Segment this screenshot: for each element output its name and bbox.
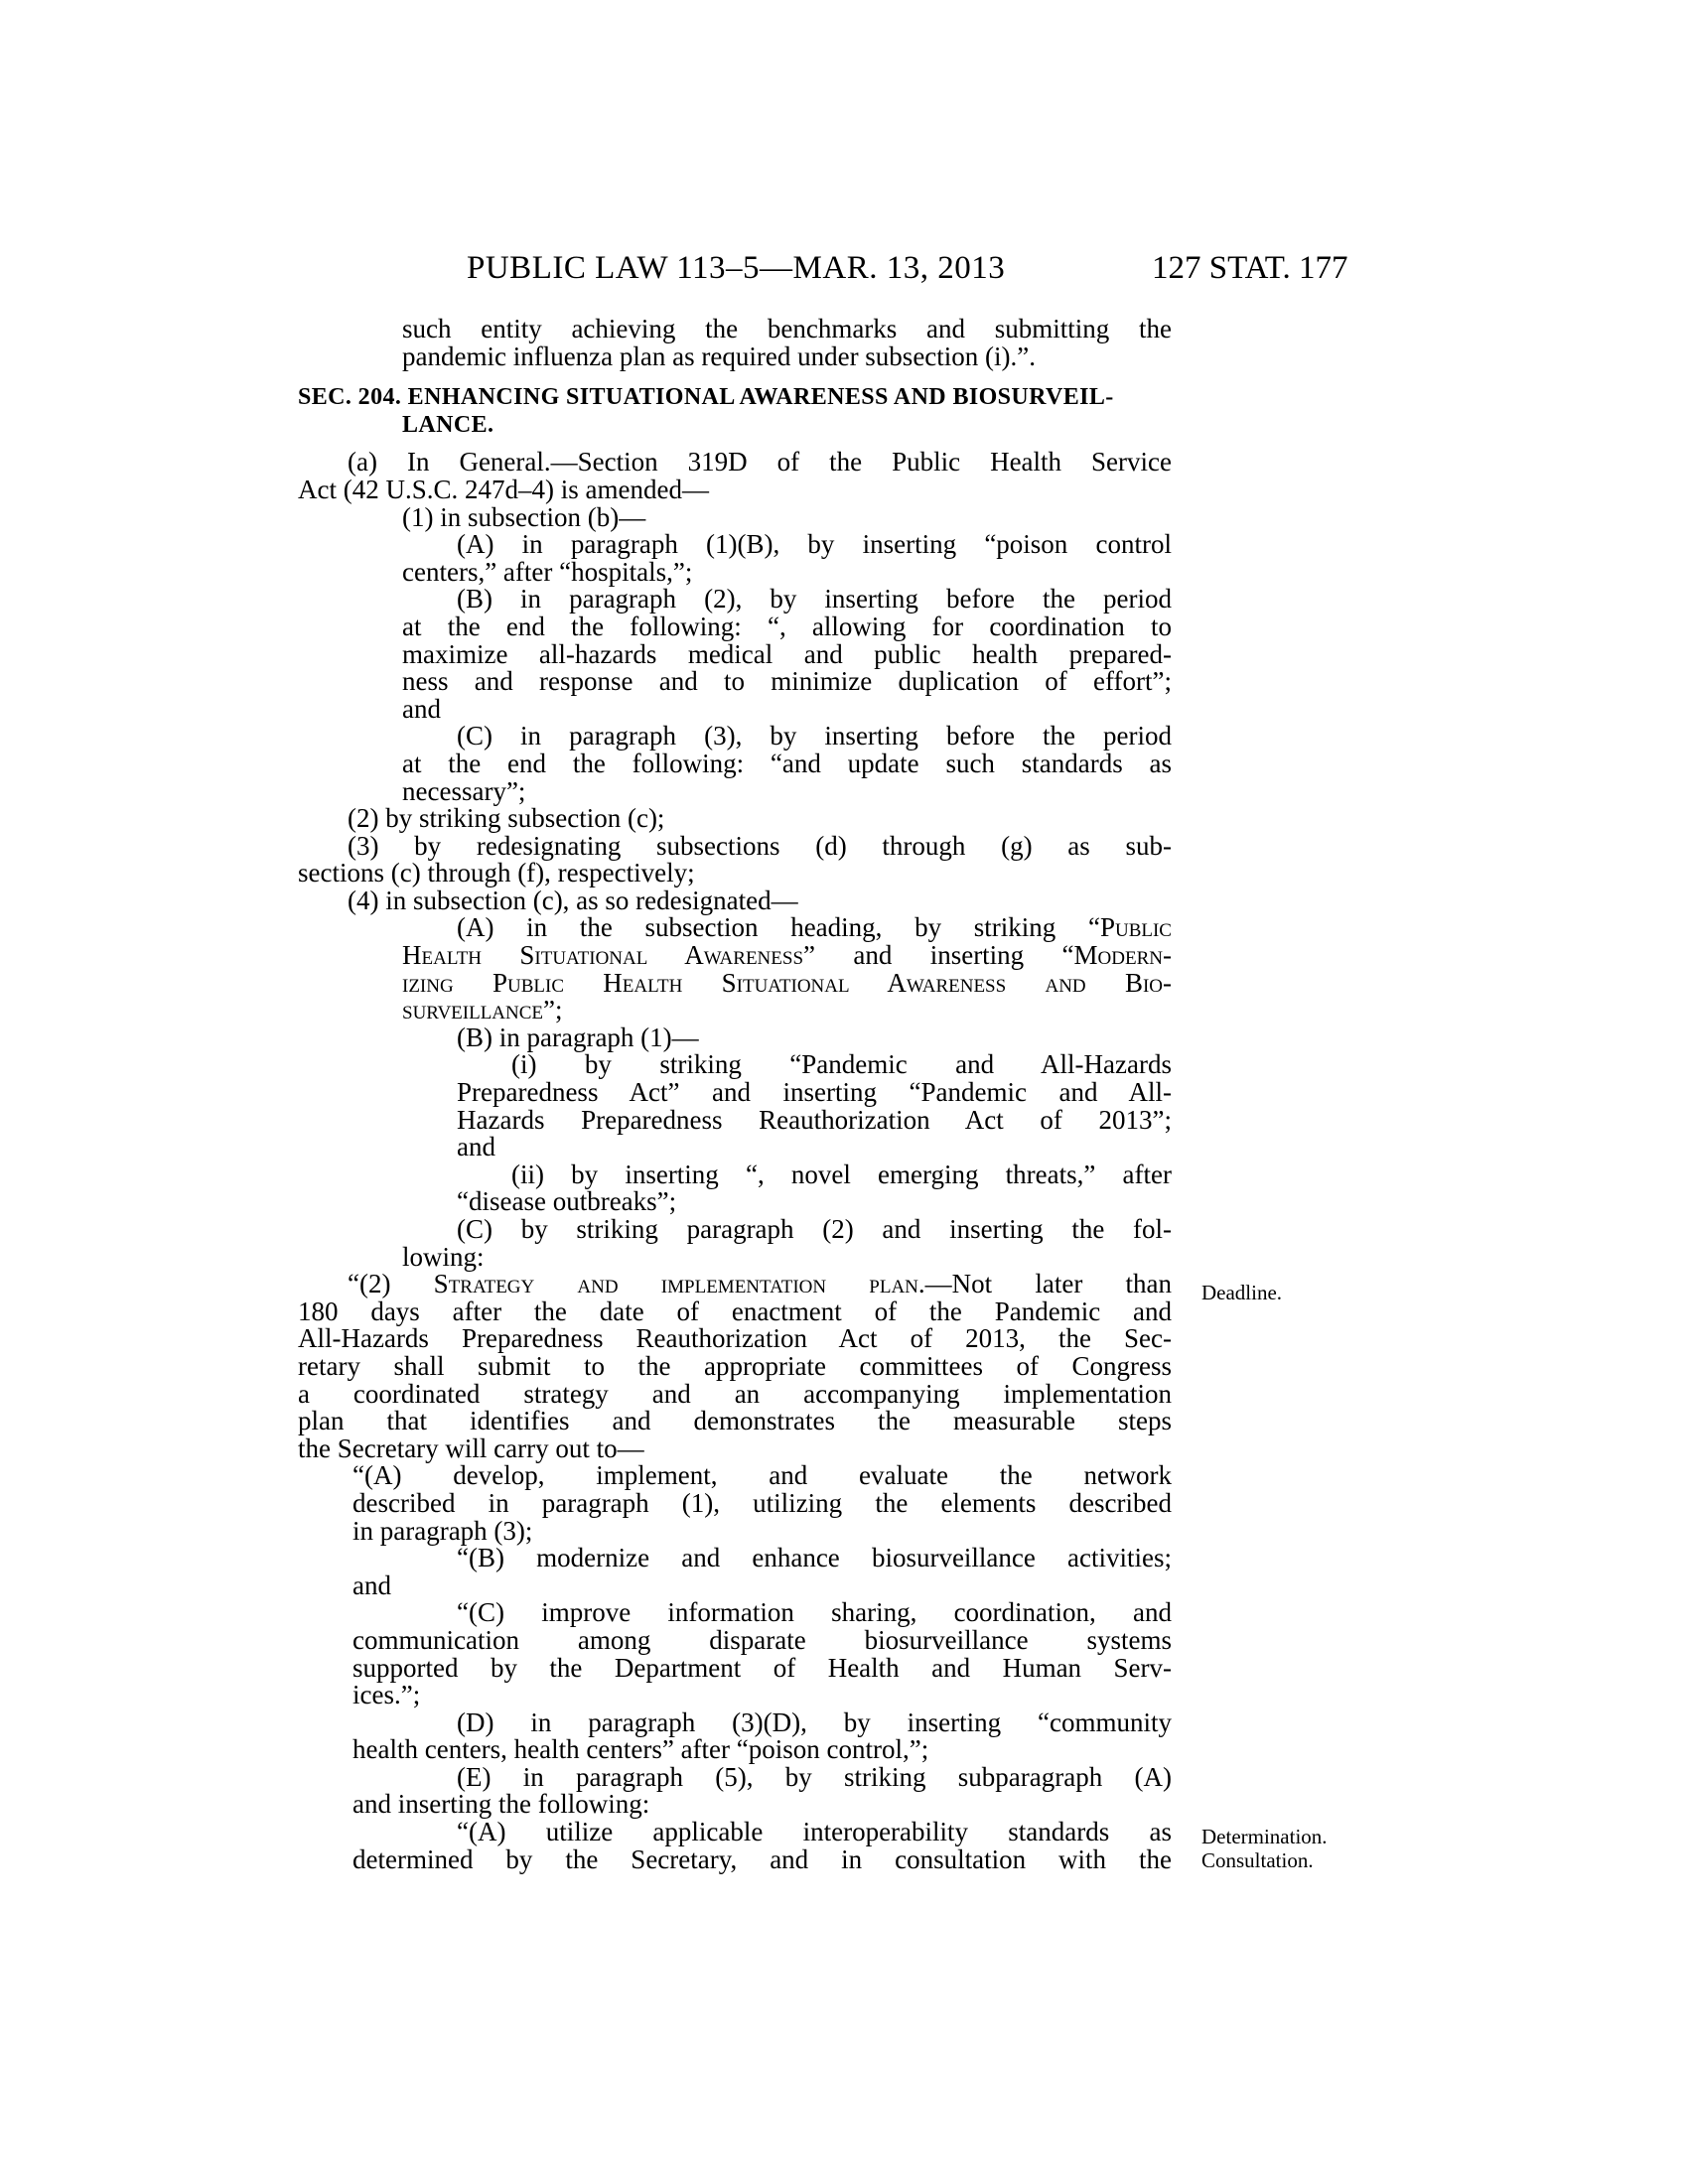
text-line: 180 days after the date of enactment of the Pandemic and (298, 1296, 1172, 1326)
text-line: Preparedness Act” and inserting “Pandemic and All- (457, 1077, 1172, 1108)
text-line: “disease outbreaks”; (457, 1186, 677, 1217)
text-line: Health Situational Awareness” and inserting “Modern- (402, 940, 1172, 971)
text-line: and (402, 693, 441, 724)
small-caps-text: Modern- (1073, 940, 1172, 971)
text-line: (A) in paragraph (1)(B), by inserting “poison control (457, 529, 1172, 560)
text-line: Act (42 U.S.C. 247d–4) is amended— (298, 474, 709, 504)
text-line: (B) in paragraph (2), by inserting before the period (457, 584, 1172, 614)
text-line: necessary”; (402, 775, 526, 806)
text-line: (C) in paragraph (3), by inserting before the period (457, 721, 1172, 751)
small-caps-text: izing Public Health Situational Awareness and Bio- (402, 967, 1172, 998)
small-caps-text: Health Situational Awareness (402, 940, 804, 971)
small-caps-text: Strategy and implementation plan (433, 1269, 918, 1299)
text-line: (i) by striking “Pandemic and All-Hazards (511, 1049, 1172, 1080)
text-line: sections (c) through (f), respectively; (298, 858, 695, 888)
text-line: the Secretary will carry out to— (298, 1433, 644, 1463)
document-body (298, 316, 1172, 1873)
text-line: described in paragraph (1), utilizing the elements described (352, 1487, 1172, 1518)
section-heading-line-2: LANCE. (402, 411, 494, 438)
text-line: (D) in paragraph (3)(D), by inserting “community (457, 1706, 1172, 1737)
text-line: “(A) develop, implement, and evaluate the network (352, 1460, 1172, 1491)
margin-note-deadline: Deadline. (1201, 1281, 1283, 1304)
text-line (298, 967, 1172, 998)
text-line: “(C) improve information sharing, coordination, and (457, 1597, 1172, 1628)
small-caps-text: Public (1099, 912, 1172, 943)
text-line: (E) in paragraph (5), by striking subparagraph (A) (457, 1761, 1172, 1792)
text-line: at the end the following: “and update such standards as (402, 748, 1172, 778)
page-folio: 127 STAT. 177 (1152, 250, 1348, 286)
text-line: (C) by striking paragraph (2) and inserting the fol- (457, 1214, 1172, 1244)
running-head: PUBLIC LAW 113–5—MAR. 13, 2013 (467, 250, 1006, 286)
text-line: health centers, health centers” after “poison control,”; (352, 1734, 929, 1765)
text-line: and (352, 1570, 391, 1600)
margin-note-consultation: Consultation. (1201, 1848, 1314, 1872)
text-line: retary shall submit to the appropriate committees of Congress (298, 1350, 1172, 1381)
text-line: and (457, 1132, 495, 1162)
text-line: (ii) by inserting “, novel emerging threats,” after (511, 1159, 1172, 1189)
text-line: and inserting the following: (352, 1789, 650, 1820)
text-line: maximize all-hazards medical and public health prepared- (402, 638, 1172, 669)
text-line: Hazards Preparedness Reauthorization Act of 2013”; (457, 1104, 1172, 1135)
text-line: “(B) modernize and enhance biosurveillance activities; (457, 1543, 1172, 1573)
text-line: plan that identifies and demonstrates the measurable steps (298, 1406, 1172, 1436)
text-line: (2) by striking subsection (c); (348, 803, 665, 834)
text-line: ness and response and to minimize duplication of effort”; (402, 666, 1172, 697)
text-line: supported by the Department of Health and Human Serv- (352, 1652, 1172, 1683)
text-line: a coordinated strategy and an accompanying implementation (298, 1378, 1172, 1409)
text-line: (3) by redesignating subsections (d) through (g) as sub- (348, 830, 1172, 861)
text-line: determined by the Secretary, and in consultation with the (352, 1843, 1172, 1874)
text-line: “(A) utilize applicable interoperability standards as (457, 1817, 1172, 1847)
text-line: surveillance”; (402, 995, 563, 1025)
section-heading-line-1: SEC. 204. ENHANCING SITUATIONAL AWARENESS AND BIOSURVEIL- (298, 384, 1114, 411)
small-caps-text: surveillance (402, 995, 544, 1025)
text-line: communication among disparate biosurveillance systems (352, 1624, 1172, 1655)
text-line: such entity achieving the benchmarks and submitting the (402, 314, 1172, 343)
text-line: centers,” after “hospitals,”; (402, 556, 693, 587)
text-line: All-Hazards Preparedness Reauthorization Act of 2013, the Sec- (298, 1323, 1172, 1354)
section-heading (298, 384, 1172, 439)
text-line: (B) in paragraph (1)— (457, 1022, 699, 1052)
text-line: “(2) Strategy and implementation plan.—Not later than (348, 1269, 1172, 1299)
margin-note-determination: Determination. (1201, 1825, 1328, 1848)
text-line: at the end the following: “, allowing for coordination to (402, 611, 1172, 641)
text-line: in paragraph (3); (352, 1515, 533, 1546)
text-line: (a) In General.—Section 319D of the Public Health Service (348, 447, 1172, 478)
text-line: (A) in the subsection heading, by striking “Public (457, 912, 1172, 943)
text-line: lowing: (402, 1241, 485, 1272)
text-line: ices.”; (352, 1680, 421, 1710)
text-line: (1) in subsection (b)— (402, 501, 646, 532)
text-line: pandemic influenza plan as required under subsection (i).”. (402, 341, 1037, 371)
text-line: (4) in subsection (c), as so redesignated— (348, 885, 798, 915)
